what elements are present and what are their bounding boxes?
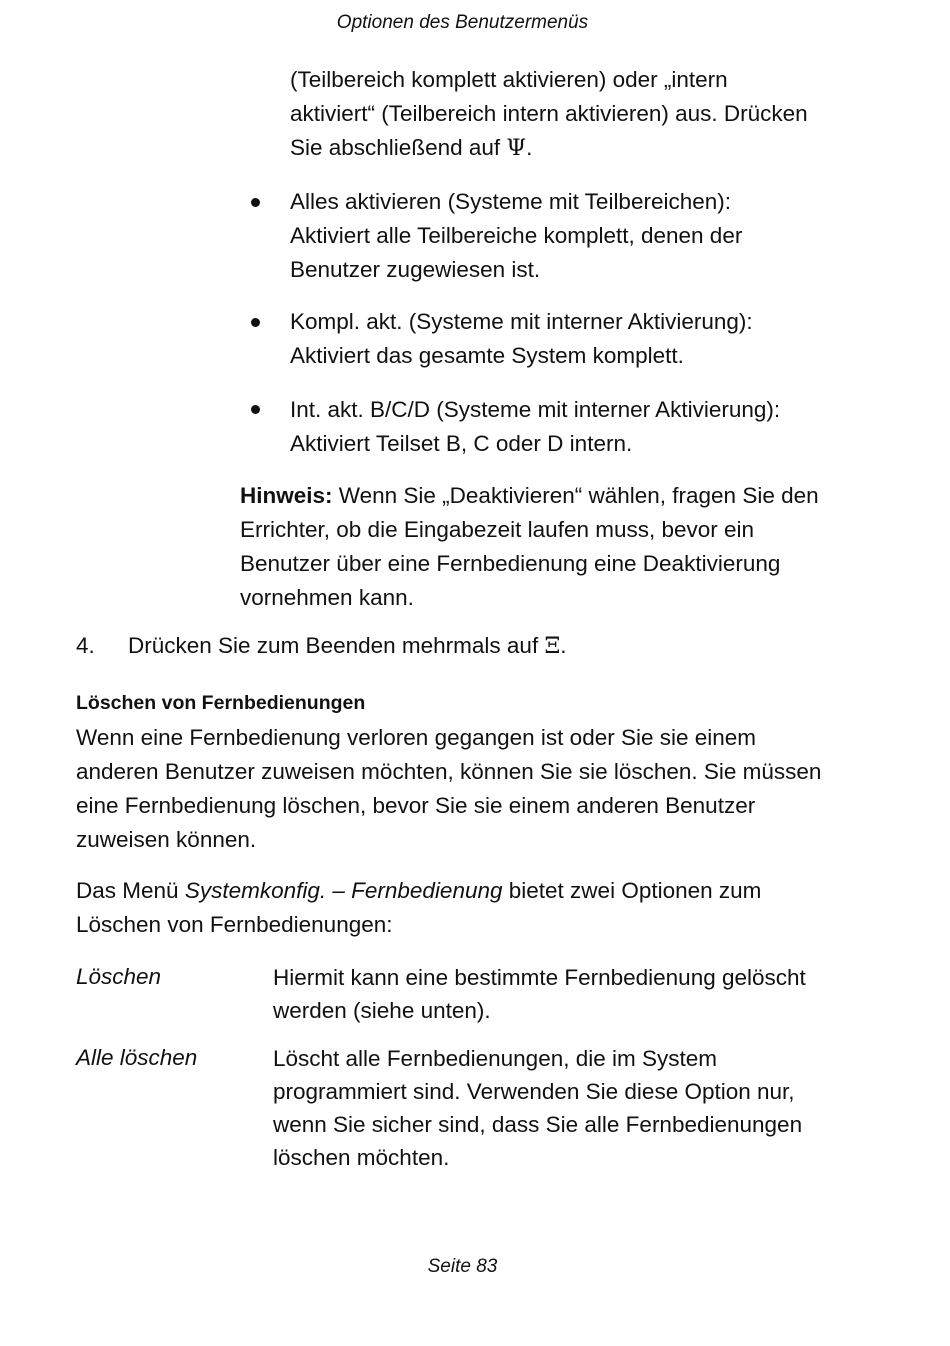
text-line: Benutzer zugewiesen ist. [290, 257, 541, 282]
running-header: Optionen des Benutzermenüs [336, 12, 589, 33]
text-span: . [560, 633, 567, 658]
note-paragraph [240, 479, 819, 615]
text-span: Wenn Sie „Deaktivieren“ wählen, fragen Sie den [332, 483, 819, 508]
text-line: vornehmen kann. [240, 585, 414, 610]
text-line: Löschen von Fernbedienungen: [76, 912, 393, 937]
text-line: Kompl. akt. (Systeme mit interner Aktivierung): [290, 309, 753, 334]
text-span: Das Menü [76, 878, 185, 903]
text-line: eine Fernbedienung löschen, bevor Sie sie einem anderen Benutzer [76, 793, 756, 818]
text-line: zuweisen können. [76, 827, 257, 852]
text-line: Löscht alle Fernbedienungen, die im System [273, 1046, 718, 1071]
xi-key-symbol: Ξ [544, 633, 561, 659]
text-line: Aktiviert alle Teilbereiche komplett, denen der [290, 223, 743, 248]
text-line: werden (siehe unten). [273, 998, 491, 1023]
text-line: wenn Sie sicher sind, dass Sie alle Fernbedienungen [273, 1112, 803, 1137]
text-span: bietet zwei Optionen zum [502, 878, 762, 903]
menu-paragraph [76, 874, 761, 942]
option-definition [273, 1042, 802, 1174]
section-paragraph [76, 721, 821, 857]
text-line [76, 874, 761, 908]
text-line: programmiert sind. Verwenden Sie diese Option nur, [273, 1079, 795, 1104]
text-line: Aktiviert das gesamte System komplett. [290, 343, 684, 368]
option-term-alle-loeschen: Alle löschen [76, 1045, 198, 1070]
page-number: Seite 83 [427, 1256, 498, 1277]
text-line: Errichter, ob die Eingabezeit laufen muss, bevor ein [240, 517, 755, 542]
step-number: 4. [76, 633, 95, 658]
step-text [128, 629, 567, 663]
psi-key-symbol: Ψ [506, 135, 527, 161]
option-definition [273, 961, 806, 1027]
text-line [290, 131, 808, 165]
bullet-icon [251, 198, 260, 207]
text-span: Sie abschließend auf [290, 135, 507, 160]
option-term-loeschen: Löschen [76, 964, 162, 989]
text-line: (Teilbereich komplett aktivieren) oder „intern [290, 67, 728, 92]
text-line [240, 479, 819, 513]
bullet-icon [251, 405, 260, 414]
text-span: Drücken Sie zum Beenden mehrmals auf [128, 633, 545, 658]
note-label: Hinweis: [240, 483, 333, 508]
bullet-icon [251, 318, 260, 327]
text-span: . [526, 135, 533, 160]
bullet-item-alles-aktivieren [290, 185, 742, 287]
text-line: Benutzer über eine Fernbedienung eine Deaktivierung [240, 551, 781, 576]
text-line: Hiermit kann eine bestimmte Fernbedienung gelöscht [273, 965, 806, 990]
continuation-paragraph [290, 63, 808, 165]
menu-path: Systemkonfig. – Fernbedienung [184, 878, 503, 903]
text-line: Int. akt. B/C/D (Systeme mit interner Aktivierung): [290, 397, 781, 422]
text-line: aktiviert“ (Teilbereich intern aktivieren) aus. Drücken [290, 101, 808, 126]
bullet-item-kompl-akt [290, 305, 753, 373]
section-heading: Löschen von Fernbedienungen [76, 692, 366, 714]
text-line: Aktiviert Teilset B, C oder D intern. [290, 431, 633, 456]
text-line: Alles aktivieren (Systeme mit Teilbereichen): [290, 189, 732, 214]
bullet-item-int-akt [290, 393, 780, 461]
text-line: löschen möchten. [273, 1145, 450, 1170]
text-line: anderen Benutzer zuweisen möchten, können Sie sie löschen. Sie müssen [76, 759, 822, 784]
text-line: Wenn eine Fernbedienung verloren gegangen ist oder Sie sie einem [76, 725, 757, 750]
